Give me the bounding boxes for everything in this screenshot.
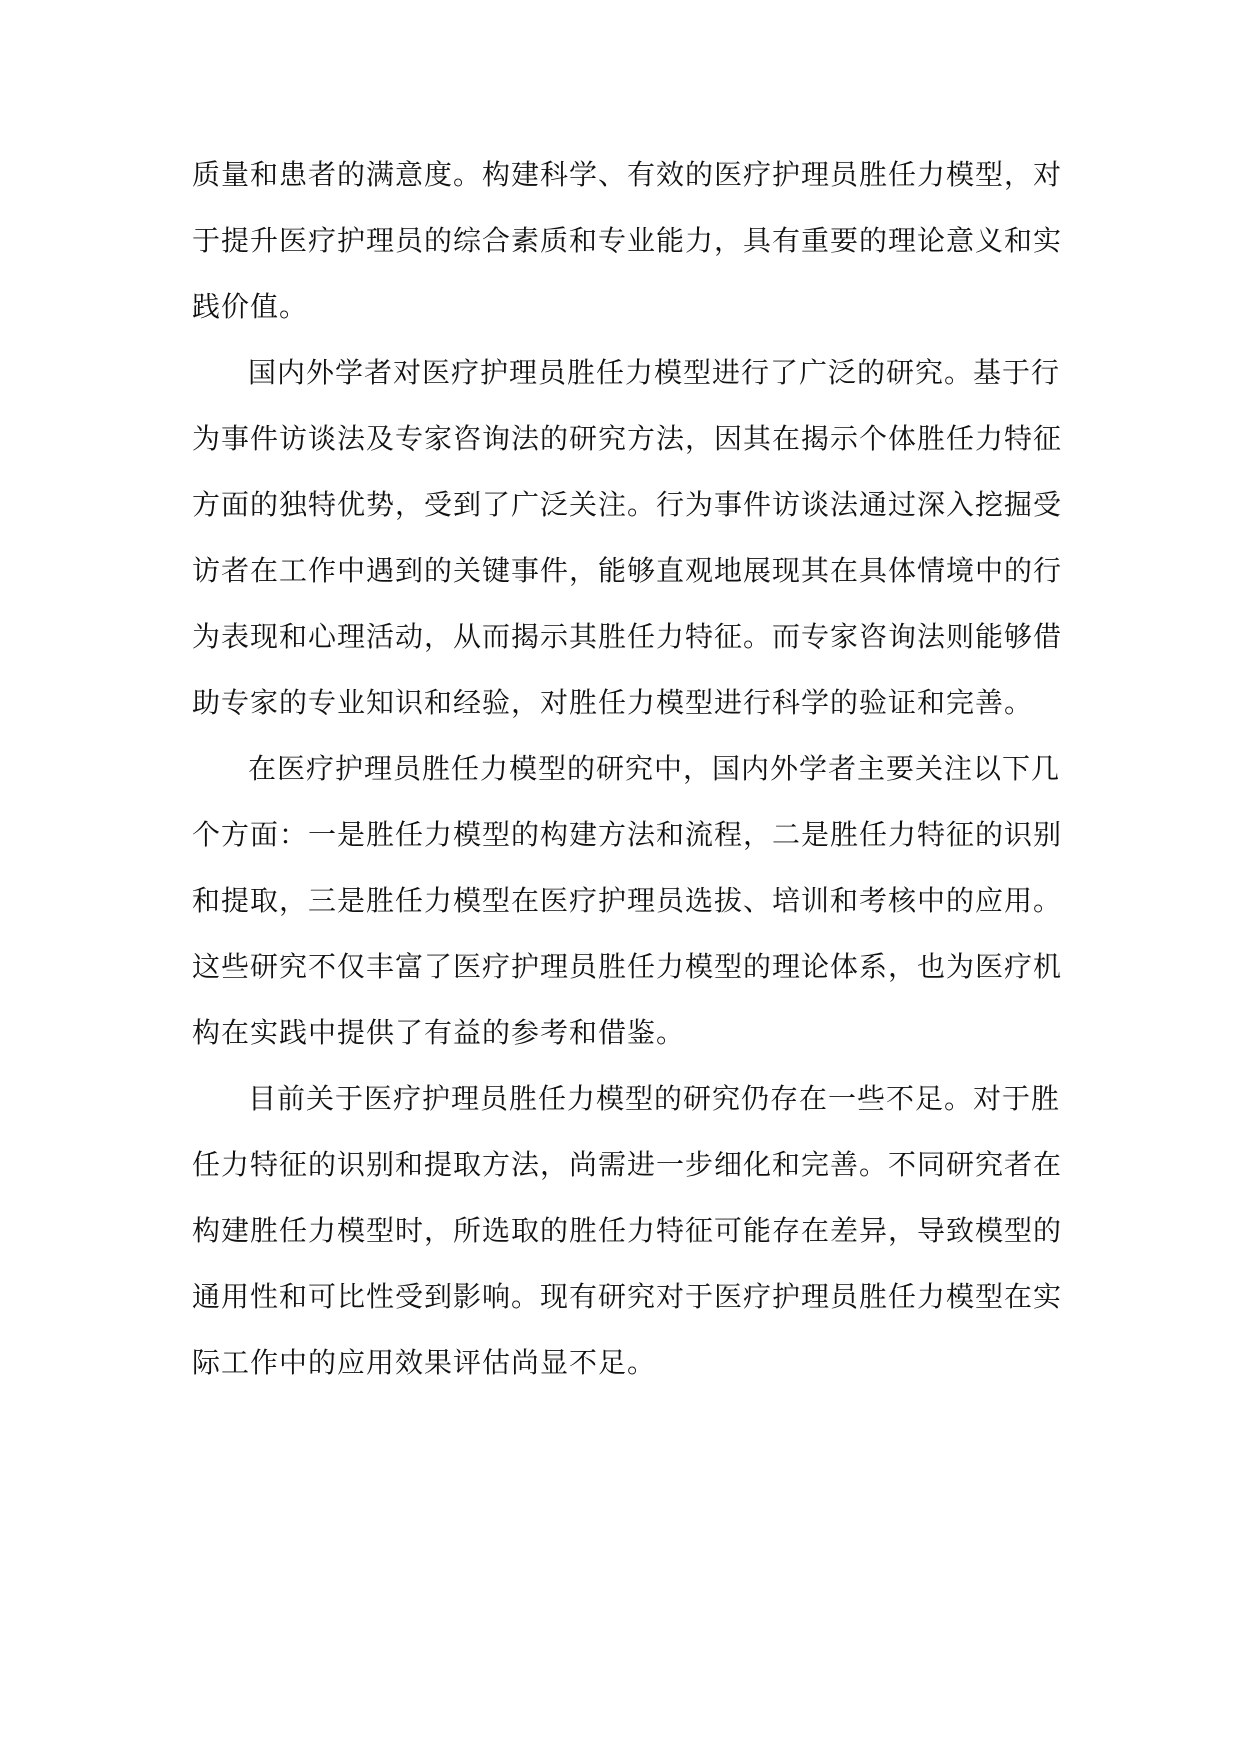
text-line: 助专家的专业知识和经验，对胜任力模型进行科学的验证和完善。: [192, 686, 1034, 719]
document-body: [192, 142, 1062, 1396]
text-line: 目前关于医疗护理员胜任力模型的研究仍存在一些不足。对于胜: [248, 1082, 1061, 1115]
paragraph-1: [192, 142, 1062, 340]
text-line: 在医疗护理员胜任力模型的研究中，国内外学者主要关注以下几: [248, 752, 1061, 785]
text-line: 个方面：一是胜任力模型的构建方法和流程，二是胜任力特征的识别: [192, 818, 1063, 851]
text-line: 国内外学者对医疗护理员胜任力模型进行了广泛的研究。基于行: [248, 356, 1061, 389]
text-line: 于提升医疗护理员的综合素质和专业能力，具有重要的理论意义和实: [192, 224, 1063, 257]
text-line: 为表现和心理活动，从而揭示其胜任力特征。而专家咨询法则能够借: [192, 620, 1063, 653]
text-line: 际工作中的应用效果评估尚显不足。: [192, 1346, 657, 1379]
text-line: 质量和患者的满意度。构建科学、有效的医疗护理员胜任力模型，对: [192, 158, 1063, 191]
text-line: 践价值。: [192, 290, 309, 323]
text-line: 构在实践中提供了有益的参考和借鉴。: [192, 1016, 686, 1049]
paragraph-3: [192, 736, 1062, 1066]
paragraph-2: [192, 340, 1062, 736]
text-line: 构建胜任力模型时，所选取的胜任力特征可能存在差异，导致模型的: [192, 1214, 1063, 1247]
text-line: 通用性和可比性受到影响。现有研究对于医疗护理员胜任力模型在实: [192, 1280, 1063, 1313]
paragraph-4: [192, 1066, 1062, 1396]
text-line: 方面的独特优势，受到了广泛关注。行为事件访谈法通过深入挖掘受: [192, 488, 1063, 521]
text-line: 访者在工作中遇到的关键事件，能够直观地展现其在具体情境中的行: [192, 554, 1063, 587]
text-line: 任力特征的识别和提取方法，尚需进一步细化和完善。不同研究者在: [192, 1148, 1063, 1181]
text-line: 这些研究不仅丰富了医疗护理员胜任力模型的理论体系，也为医疗机: [192, 950, 1063, 983]
text-line: 为事件访谈法及专家咨询法的研究方法，因其在揭示个体胜任力特征: [192, 422, 1063, 455]
text-line: 和提取，三是胜任力模型在医疗护理员选拔、培训和考核中的应用。: [192, 884, 1063, 917]
